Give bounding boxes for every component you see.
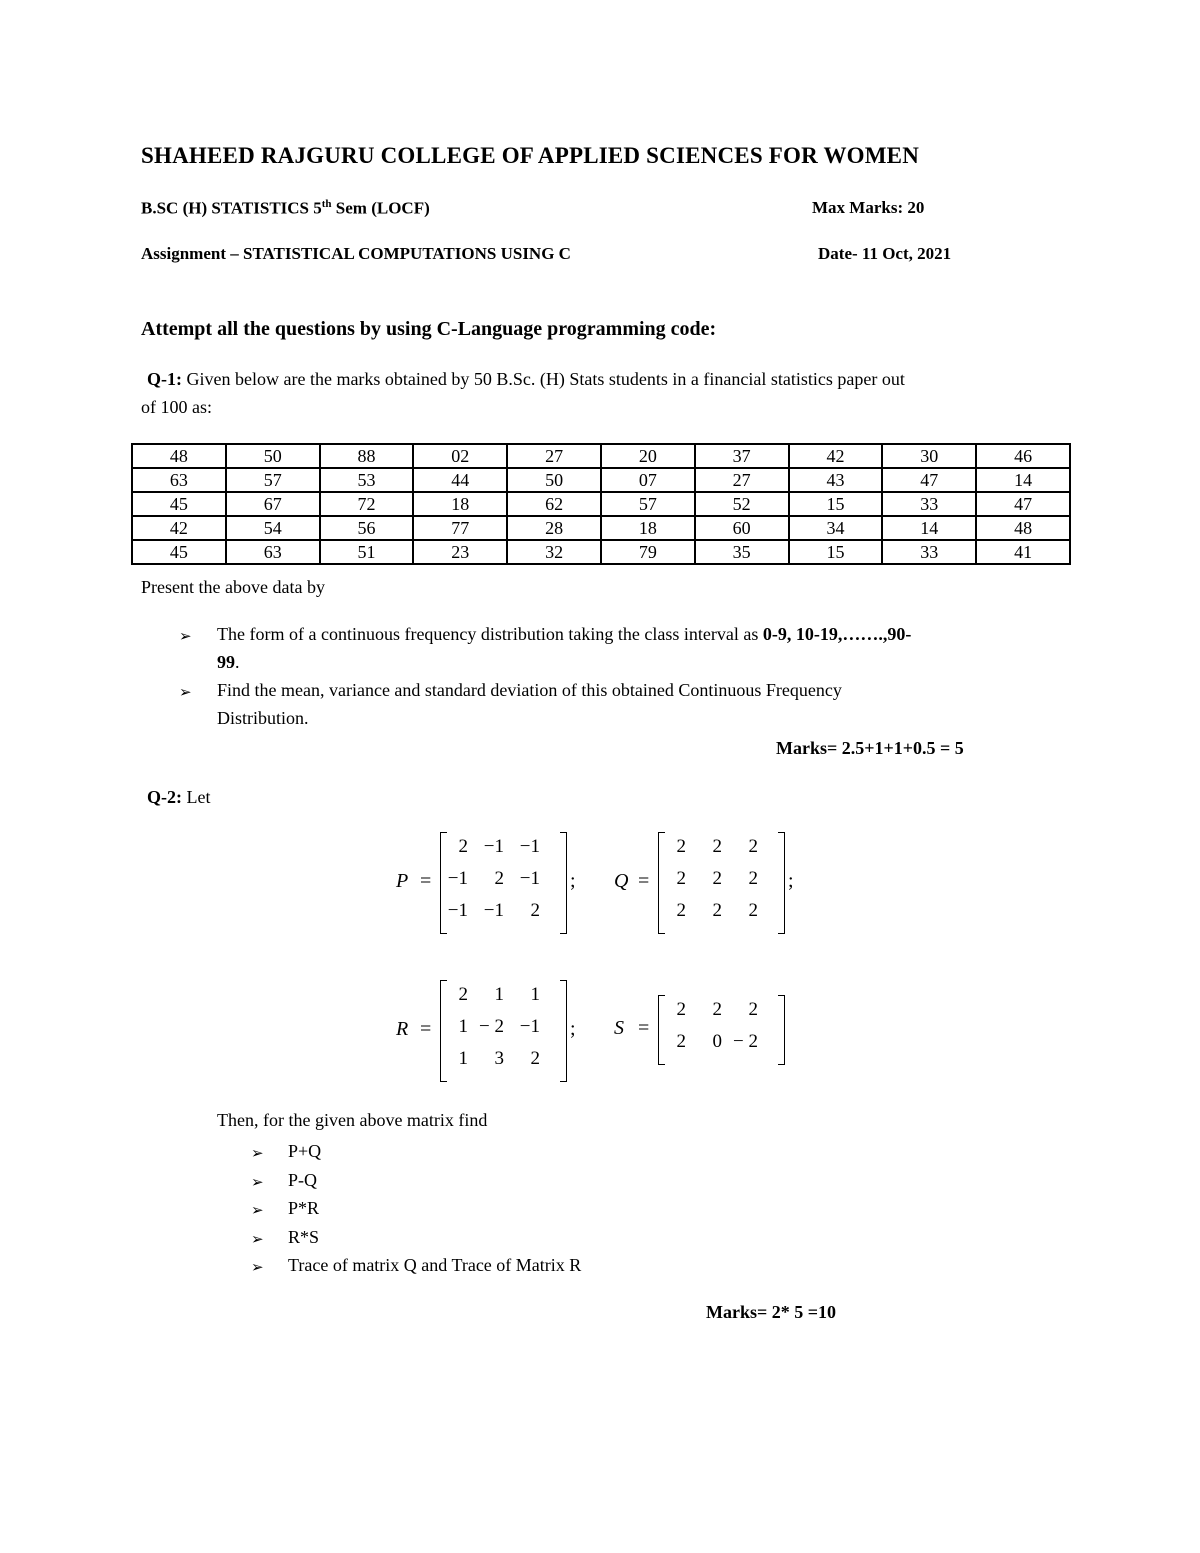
q1-bullet2-line2: Distribution. (217, 708, 309, 728)
matrix-cell: −1 (483, 900, 504, 921)
right-bracket (778, 832, 785, 934)
table-cell: 45 (132, 540, 226, 564)
matrix-cell: −1 (447, 900, 468, 921)
table-row (132, 540, 1070, 564)
q1-text-2: of 100 as: (141, 397, 212, 417)
matrix-cell: 2 (458, 984, 468, 1005)
q1-bullet1-d: . (235, 652, 240, 672)
table-cell: 44 (413, 468, 507, 492)
course-line (141, 198, 430, 219)
present-text: Present the above data by (141, 577, 325, 597)
matrix-cell: −1 (483, 836, 504, 857)
q1-marks: Marks= 2.5+1+1+0.5 = 5 (776, 738, 964, 758)
q1-bullet1-line1 (217, 624, 911, 645)
table-row (132, 468, 1070, 492)
matrix-cell: 1 (530, 984, 540, 1005)
course-sup: th (321, 198, 332, 210)
q2-label: Q-2: (147, 787, 182, 807)
matrix-cell: 2 (676, 836, 686, 857)
matrix-cell: 2 (530, 1048, 540, 1069)
matrix-cell: 2 (748, 900, 758, 921)
q2-text: Let (182, 787, 211, 807)
table-cell: 07 (601, 468, 695, 492)
list-item: R*S (288, 1226, 320, 1247)
table-cell: 27 (695, 468, 789, 492)
q1-bullet2-line1: Find the mean, variance and standard deviation of this obtained Continuous Frequency (217, 680, 842, 700)
equals-sign: = (420, 870, 432, 892)
matrix-cell: 0 (712, 1031, 722, 1052)
table-cell: 43 (789, 468, 883, 492)
table-cell: 67 (226, 492, 320, 516)
matrix-cell: 1 (458, 1048, 468, 1069)
table-cell: 51 (320, 540, 414, 564)
table-cell: 72 (320, 492, 414, 516)
q2-marks: Marks= 2* 5 =10 (706, 1302, 837, 1322)
arrow-bullet-icon: ➢ (179, 685, 192, 701)
equals-sign: = (638, 870, 650, 892)
arrow-bullet-icon: ➢ (179, 629, 192, 645)
matrix-cell: 2 (748, 999, 758, 1020)
table-cell: 15 (789, 540, 883, 564)
table-cell: 41 (976, 540, 1070, 564)
q1-bullet1-a: The form of a continuous frequency distribution taking the class interval as (217, 624, 763, 644)
semicolon: ; (570, 1018, 576, 1040)
table-cell: 56 (320, 516, 414, 540)
table-cell: 63 (226, 540, 320, 564)
table-row (132, 492, 1070, 516)
table-cell: 28 (507, 516, 601, 540)
q2-then: Then, for the given above matrix find (217, 1110, 488, 1130)
table-cell: 18 (601, 516, 695, 540)
arrow-bullet-icon: ➢ (251, 1174, 264, 1191)
table-cell: 20 (601, 444, 695, 468)
semicolon: ; (788, 870, 794, 892)
table-cell: 15 (789, 492, 883, 516)
college-title: SHAHEED RAJGURU COLLEGE OF APPLIED SCIENCES FOR WOMEN (141, 143, 920, 168)
max-marks: Max Marks: 20 (812, 198, 925, 217)
table-cell: 60 (695, 516, 789, 540)
matrix-name: Q (614, 870, 629, 892)
table-cell: 35 (695, 540, 789, 564)
table-cell: 23 (413, 540, 507, 564)
matrix-cell: 2 (712, 836, 722, 857)
table-cell: 52 (695, 492, 789, 516)
table-cell: 50 (507, 468, 601, 492)
table-cell: 57 (601, 492, 695, 516)
q1-bullet1-c: 99 (217, 652, 235, 672)
list-item: Trace of matrix Q and Trace of Matrix R (288, 1255, 582, 1275)
table-cell: 77 (413, 516, 507, 540)
table-cell: 50 (226, 444, 320, 468)
table-row (132, 444, 1070, 468)
marks-table (131, 443, 1071, 565)
q2-line (147, 787, 211, 808)
assignment-title: Assignment – STATISTICAL COMPUTATIONS USING C (141, 244, 571, 263)
right-bracket (560, 832, 567, 934)
table-cell: 63 (132, 468, 226, 492)
q1-text-1: Given below are the marks obtained by 50 B.Sc. (H) Stats students in a financial statistics paper out (182, 369, 905, 389)
table-cell: 14 (976, 468, 1070, 492)
matrix-cell: 2 (530, 900, 540, 921)
table-cell: 18 (413, 492, 507, 516)
table-cell: 46 (976, 444, 1070, 468)
q1-label: Q-1: (147, 369, 182, 389)
table-cell: 37 (695, 444, 789, 468)
matrix-cell: −1 (447, 868, 468, 889)
matrix-cell: 2 (748, 836, 758, 857)
arrow-bullet-icon: ➢ (251, 1146, 264, 1162)
table-row (132, 516, 1070, 540)
table-cell: 33 (882, 540, 976, 564)
matrix-cell: −1 (519, 1016, 540, 1037)
arrow-bullet-icon: ➢ (251, 1203, 264, 1219)
matrix-cell: 1 (494, 984, 504, 1005)
matrix-cell: 2 (676, 999, 686, 1020)
table-cell: 32 (507, 540, 601, 564)
right-bracket (778, 995, 785, 1065)
table-cell: 88 (320, 444, 414, 468)
matrix-cell: −1 (519, 836, 540, 857)
table-cell: 53 (320, 468, 414, 492)
matrix-cell: 1 (458, 1016, 468, 1037)
matrix-name: S (614, 1017, 624, 1039)
table-cell: 14 (882, 516, 976, 540)
table-cell: 54 (226, 516, 320, 540)
table-cell: 45 (132, 492, 226, 516)
table-cell: 48 (132, 444, 226, 468)
matrix-name: P (396, 870, 409, 892)
table-cell: 02 (413, 444, 507, 468)
right-bracket (560, 980, 567, 1082)
table-cell: 34 (789, 516, 883, 540)
table-cell: 48 (976, 516, 1070, 540)
table-cell: 30 (882, 444, 976, 468)
table-cell: 57 (226, 468, 320, 492)
matrix-cell: 2 (676, 868, 686, 889)
course-prefix: B.SC (H) STATISTICS 5 (141, 198, 322, 218)
table-cell: 33 (882, 492, 976, 516)
matrix-cell: 2 (494, 868, 504, 889)
assignment-date: Date- 11 Oct, 2021 (818, 244, 952, 263)
matrix-cell: 2 (748, 868, 758, 889)
instruction: Attempt all the questions by using C-Language programming code: (141, 318, 717, 340)
matrix-cell: 2 (712, 868, 722, 889)
matrix-cell: − 2 (733, 1031, 758, 1052)
matrix-cell: 2 (676, 900, 686, 921)
matrix-cell: 2 (458, 836, 468, 857)
arrow-bullet-icon: ➢ (251, 1231, 264, 1248)
matrix-cell: 2 (712, 900, 722, 921)
table-cell: 27 (507, 444, 601, 468)
matrix-cell: 2 (712, 999, 722, 1020)
table-cell: 62 (507, 492, 601, 516)
matrix-name: R (396, 1018, 409, 1040)
matrix-cell: − 2 (479, 1016, 504, 1037)
equals-sign: = (638, 1017, 650, 1039)
table-cell: 47 (976, 492, 1070, 516)
q1-bullet1-line2 (217, 652, 240, 673)
q1-line1 (147, 369, 905, 390)
table-cell: 47 (882, 468, 976, 492)
table-cell: 79 (601, 540, 695, 564)
matrix-cell: 2 (676, 1031, 686, 1052)
q1-bullet1-b: 0-9, 10-19,…….,90- (762, 624, 912, 644)
arrow-bullet-icon: ➢ (251, 1260, 264, 1276)
semicolon: ; (570, 870, 576, 892)
matrix-cell: −1 (519, 868, 540, 889)
list-item: P-Q (288, 1169, 318, 1190)
course-suffix: Sem (LOCF) (331, 198, 430, 218)
list-item: P+Q (288, 1141, 322, 1161)
list-item: P*R (288, 1198, 320, 1218)
equals-sign: = (420, 1018, 432, 1040)
matrix-cell: 3 (494, 1048, 504, 1069)
table-cell: 42 (132, 516, 226, 540)
table-cell: 42 (789, 444, 883, 468)
